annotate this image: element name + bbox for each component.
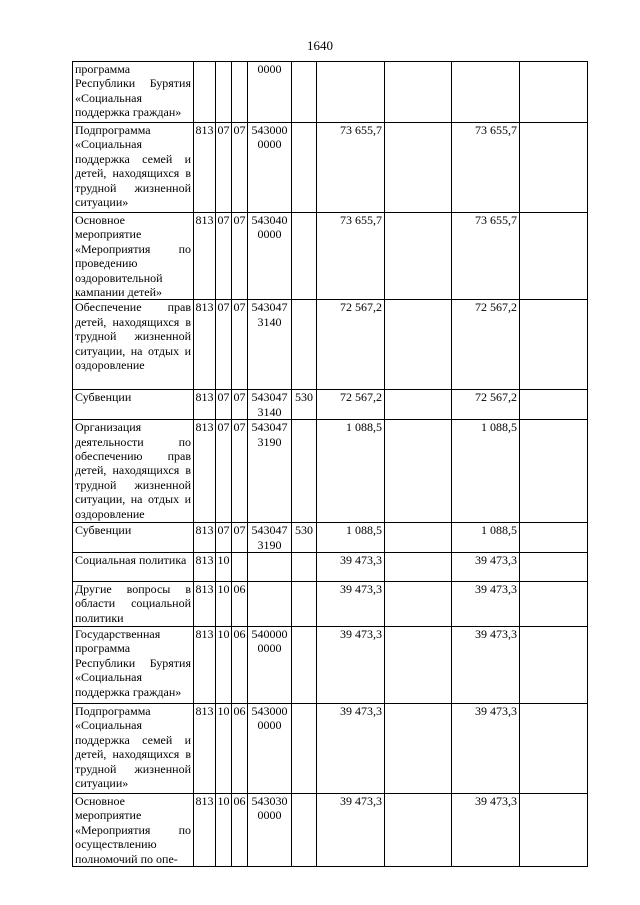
- budget-table: [72, 61, 588, 867]
- section-code-cell: 10: [216, 582, 232, 627]
- row-name-cell: Подпрограмма «Социальная поддержка семей и детей, находящихся в трудной жизненной ситуации»: [73, 704, 194, 794]
- expense-type-cell: [292, 704, 317, 794]
- amount-cell-1: 39 473,3: [317, 627, 385, 704]
- table-row: [73, 390, 588, 420]
- amount-cell-3: 39 473,3: [452, 794, 520, 867]
- section-code-cell: 07: [216, 390, 232, 420]
- expense-type-cell: [292, 794, 317, 867]
- row-name-cell: программа Республики Бурятия «Социальная поддержка граждан»: [73, 62, 194, 123]
- admin-code-cell: 813: [194, 523, 216, 553]
- amount-cell-2: [385, 420, 452, 523]
- expense-type-cell: 530: [292, 390, 317, 420]
- target-article-cell: 543047 3190: [248, 420, 292, 523]
- amount-cell-2: [385, 627, 452, 704]
- expense-type-cell: [292, 123, 317, 213]
- amount-cell-3: 1 088,5: [452, 523, 520, 553]
- admin-code-cell: 813: [194, 704, 216, 794]
- subsection-code-cell: 07: [232, 123, 248, 213]
- table-row: [73, 627, 588, 704]
- amount-cell-3: 72 567,2: [452, 390, 520, 420]
- section-code-cell: 07: [216, 420, 232, 523]
- row-name-cell: Другие вопросы в области социальной политики: [73, 582, 194, 627]
- section-code-cell: 10: [216, 627, 232, 704]
- amount-cell-4: [520, 123, 588, 213]
- admin-code-cell: 813: [194, 420, 216, 523]
- section-code-cell: 07: [216, 123, 232, 213]
- row-name-cell: Государственная программа Республики Бурятия «Социальная поддержка граждан»: [73, 627, 194, 704]
- target-article-cell: 543000 0000: [248, 704, 292, 794]
- expense-type-cell: [292, 213, 317, 300]
- amount-cell-1: 73 655,7: [317, 123, 385, 213]
- amount-cell-4: [520, 704, 588, 794]
- amount-cell-4: [520, 627, 588, 704]
- amount-cell-1: 72 567,2: [317, 390, 385, 420]
- section-code-cell: [216, 62, 232, 123]
- amount-cell-4: [520, 582, 588, 627]
- table-row: [73, 523, 588, 553]
- amount-cell-1: 1 088,5: [317, 523, 385, 553]
- amount-cell-2: [385, 553, 452, 582]
- subsection-code-cell: 07: [232, 420, 248, 523]
- expense-type-cell: [292, 582, 317, 627]
- expense-type-cell: [292, 553, 317, 582]
- amount-cell-3: 72 567,2: [452, 300, 520, 390]
- amount-cell-4: [520, 62, 588, 123]
- expense-type-cell: 530: [292, 523, 317, 553]
- section-code-cell: 10: [216, 704, 232, 794]
- page-number: 1640: [307, 38, 333, 53]
- amount-cell-3: 39 473,3: [452, 582, 520, 627]
- table-row: [73, 62, 588, 123]
- section-code-cell: 07: [216, 213, 232, 300]
- target-article-cell: 543047 3140: [248, 390, 292, 420]
- table-row: [73, 300, 588, 390]
- amount-cell-2: [385, 62, 452, 123]
- table-row: [73, 553, 588, 582]
- amount-cell-2: [385, 704, 452, 794]
- row-name-cell: Социальная политика: [73, 553, 194, 582]
- amount-cell-2: [385, 300, 452, 390]
- target-article-cell: 543030 0000: [248, 794, 292, 867]
- target-article-cell: 543047 3140: [248, 300, 292, 390]
- admin-code-cell: 813: [194, 627, 216, 704]
- amount-cell-4: [520, 553, 588, 582]
- expense-type-cell: [292, 62, 317, 123]
- amount-cell-1: [317, 62, 385, 123]
- amount-cell-3: 73 655,7: [452, 123, 520, 213]
- amount-cell-1: 39 473,3: [317, 704, 385, 794]
- target-article-cell: [248, 582, 292, 627]
- amount-cell-1: 1 088,5: [317, 420, 385, 523]
- subsection-code-cell: 07: [232, 390, 248, 420]
- amount-cell-3: 39 473,3: [452, 553, 520, 582]
- subsection-code-cell: 06: [232, 794, 248, 867]
- section-code-cell: 10: [216, 553, 232, 582]
- amount-cell-3: 73 655,7: [452, 213, 520, 300]
- subsection-code-cell: 06: [232, 582, 248, 627]
- admin-code-cell: 813: [194, 794, 216, 867]
- amount-cell-2: [385, 390, 452, 420]
- amount-cell-3: [452, 62, 520, 123]
- amount-cell-4: [520, 420, 588, 523]
- amount-cell-4: [520, 390, 588, 420]
- amount-cell-4: [520, 213, 588, 300]
- row-name-cell: Подпрограмма «Социальная поддержка семей и детей, находящихся в трудной жизненной ситуации»: [73, 123, 194, 213]
- admin-code-cell: 813: [194, 213, 216, 300]
- amount-cell-2: [385, 523, 452, 553]
- admin-code-cell: 813: [194, 123, 216, 213]
- row-name-cell: Обеспечение прав детей, находящихся в трудной жизненной ситуации, на отдых и оздоровление: [73, 300, 194, 390]
- amount-cell-1: 72 567,2: [317, 300, 385, 390]
- subsection-code-cell: [232, 62, 248, 123]
- amount-cell-1: 73 655,7: [317, 213, 385, 300]
- expense-type-cell: [292, 300, 317, 390]
- subsection-code-cell: [232, 553, 248, 582]
- table-row: [73, 704, 588, 794]
- amount-cell-3: 39 473,3: [452, 627, 520, 704]
- subsection-code-cell: 07: [232, 213, 248, 300]
- amount-cell-3: 1 088,5: [452, 420, 520, 523]
- section-code-cell: 07: [216, 523, 232, 553]
- amount-cell-2: [385, 794, 452, 867]
- amount-cell-2: [385, 582, 452, 627]
- expense-type-cell: [292, 420, 317, 523]
- amount-cell-2: [385, 213, 452, 300]
- row-name-cell: Субвенции: [73, 390, 194, 420]
- table-row: [73, 213, 588, 300]
- subsection-code-cell: 07: [232, 300, 248, 390]
- amount-cell-1: 39 473,3: [317, 582, 385, 627]
- section-code-cell: 07: [216, 300, 232, 390]
- section-code-cell: 10: [216, 794, 232, 867]
- table-row: [73, 582, 588, 627]
- admin-code-cell: 813: [194, 553, 216, 582]
- target-article-cell: [248, 553, 292, 582]
- subsection-code-cell: 06: [232, 704, 248, 794]
- target-article-cell: 540000 0000: [248, 627, 292, 704]
- table-row: [73, 794, 588, 867]
- row-name-cell: Организация деятельности по обеспечению прав детей, находящихся в трудной жизненной ситуации, на отдых и оздоровление: [73, 420, 194, 523]
- expense-type-cell: [292, 627, 317, 704]
- admin-code-cell: 813: [194, 390, 216, 420]
- admin-code-cell: [194, 62, 216, 123]
- subsection-code-cell: 06: [232, 627, 248, 704]
- amount-cell-2: [385, 123, 452, 213]
- row-name-cell: Основное мероприятие «Мероприятия по осуществлению полномочий по опе-: [73, 794, 194, 867]
- target-article-cell: 0000: [248, 62, 292, 123]
- amount-cell-1: 39 473,3: [317, 794, 385, 867]
- admin-code-cell: 813: [194, 582, 216, 627]
- amount-cell-4: [520, 523, 588, 553]
- row-name-cell: Субвенции: [73, 523, 194, 553]
- amount-cell-4: [520, 300, 588, 390]
- admin-code-cell: 813: [194, 300, 216, 390]
- table-row: [73, 420, 588, 523]
- target-article-cell: 543000 0000: [248, 123, 292, 213]
- target-article-cell: 543047 3190: [248, 523, 292, 553]
- amount-cell-4: [520, 794, 588, 867]
- target-article-cell: 543040 0000: [248, 213, 292, 300]
- amount-cell-3: 39 473,3: [452, 704, 520, 794]
- table-row: [73, 123, 588, 213]
- amount-cell-1: 39 473,3: [317, 553, 385, 582]
- row-name-cell: Основное мероприятие «Мероприятия по проведению оздоровительной кампании детей»: [73, 213, 194, 300]
- subsection-code-cell: 07: [232, 523, 248, 553]
